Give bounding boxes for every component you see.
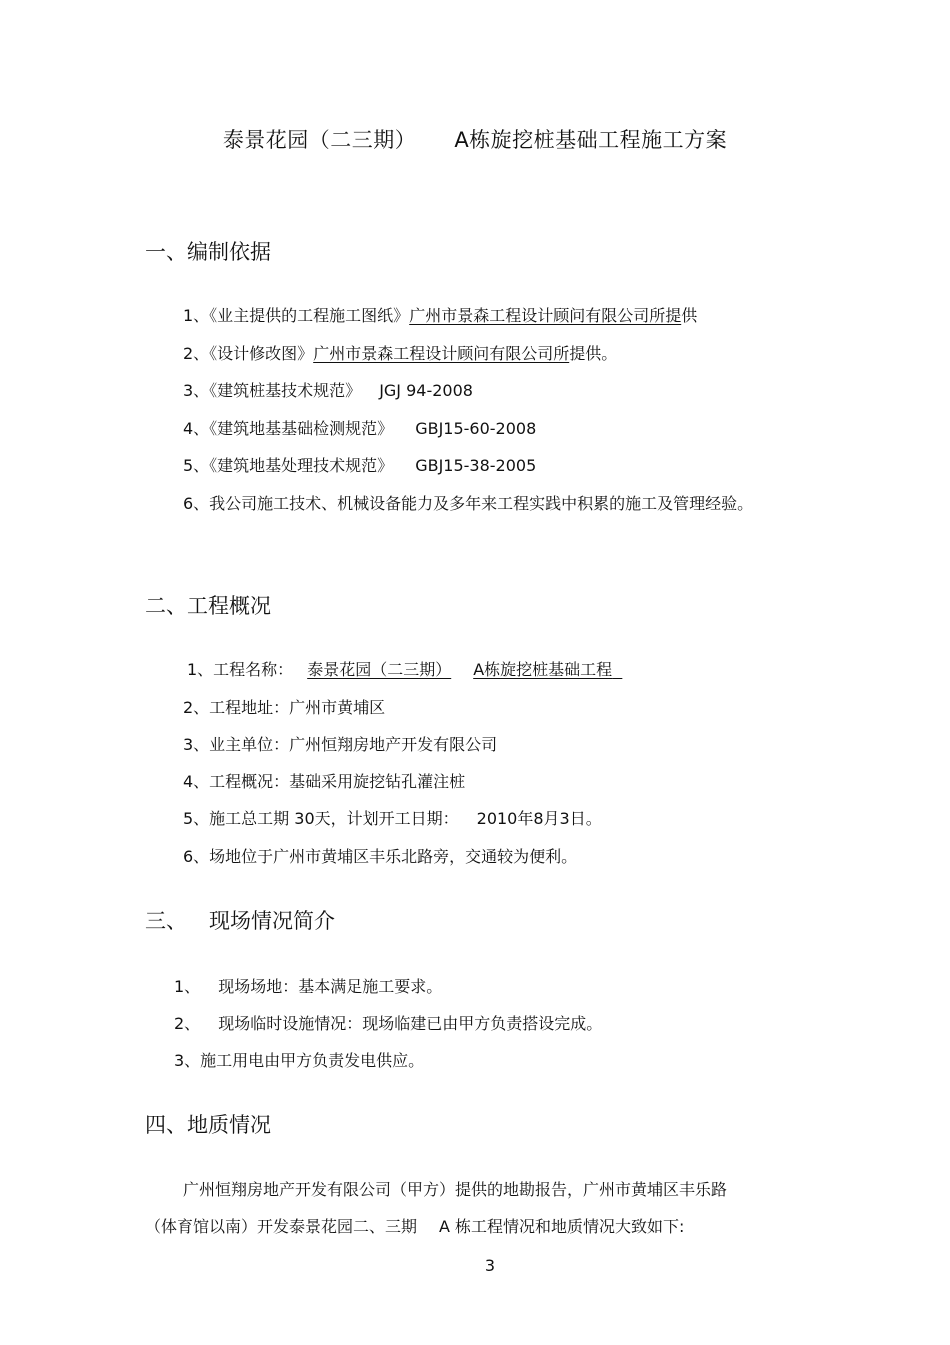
geology-paragraph-line-1: 广州恒翔房地产开发有限公司（甲方）提供的地勘报告，广州市黄埔区丰乐路 [183,1180,728,1199]
basis-item-1-prefix: 1、《业主提供的工程施工图纸》 [183,306,410,325]
section-heading-site-text: 现场情况简介 [209,909,335,933]
basis-item-3-code: JGJ 94-2008 [379,381,473,400]
site-item-2-text: 现场临时设施情况：现场临建已由甲方负责搭设完成。 [218,1014,603,1033]
basis-item-1 [183,303,697,326]
overview-item-5-text: 5、施工总工期 30天，计划开工日期： [183,809,459,828]
basis-item-2-suffix: 提供。 [569,344,618,363]
site-item-1-text: 现场场地：基本满足施工要求。 [218,977,443,996]
basis-item-1-suffix: 供 [681,306,698,325]
basis-item-4 [183,416,536,439]
title-project: 泰景花园（二三期） [222,128,417,152]
basis-item-5-text: 5、《建筑地基处理技术规范》 [183,456,394,475]
overview-item-1-prefix: 1、工程名称： [187,660,294,679]
geology-paragraph-line-2 [145,1214,684,1237]
basis-item-3 [183,378,473,401]
page-number: 3 [484,1256,496,1275]
section-heading-site-num: 三、 [145,909,187,933]
geology-paragraph-line-2b: A 栋工程情况和地质情况大致如下: [439,1217,685,1236]
basis-item-3-text: 3、《建筑桩基技术规范》 [183,381,362,400]
site-item-1 [174,974,442,997]
title-scheme: A栋旋挖桩基础工程施工方案 [454,128,728,152]
section-heading-site [145,905,335,935]
basis-item-2 [183,341,617,364]
overview-item-4: 4、工程概况：基础采用旋挖钻孔灌注桩 [183,772,466,791]
site-item-2 [174,1011,602,1034]
basis-item-2-underlined: 广州市景森工程设计顾问有限公司所 [313,344,570,363]
overview-item-6: 6、场地位于广州市黄埔区丰乐北路旁，交通较为便利。 [183,847,578,866]
overview-item-1-project-name [307,660,622,679]
basis-item-6: 6、我公司施工技术、机械设备能力及多年来工程实践中积累的施工及管理经验。 [183,494,754,513]
site-item-3: 3、施工用电由甲方负责发电供应。 [174,1051,425,1070]
overview-item-1 [187,657,622,680]
basis-item-4-code: GBJ15-60-2008 [415,419,537,438]
overview-item-5 [183,806,602,829]
section-heading-geology: 四、地质情况 [145,1113,271,1137]
site-item-2-num: 2、 [174,1014,201,1033]
section-heading-basis: 一、编制依据 [145,240,271,264]
overview-item-2: 2、工程地址：广州市黄埔区 [183,698,386,717]
document-title [0,124,950,154]
section-heading-overview: 二、工程概况 [145,594,271,618]
basis-item-2-prefix: 2、《设计修改图》 [183,344,314,363]
geology-paragraph-line-2a: （体育馆以南）开发泰景花园二、三期 [145,1217,418,1236]
overview-item-1-project: 泰景花园（二三期） [307,660,452,679]
basis-item-5 [183,453,536,476]
overview-item-5-date: 2010年8月3日。 [476,809,602,828]
site-item-1-num: 1、 [174,977,201,996]
basis-item-4-text: 4、《建筑地基基础检测规范》 [183,419,394,438]
basis-item-1-underlined: 广州市景森工程设计顾问有限公司所提 [409,306,682,325]
basis-item-5-code: GBJ15-38-2005 [415,456,537,475]
overview-item-3: 3、业主单位：广州恒翔房地产开发有限公司 [183,735,498,754]
overview-item-1-building: A栋旋挖桩基础工程 [473,660,613,679]
